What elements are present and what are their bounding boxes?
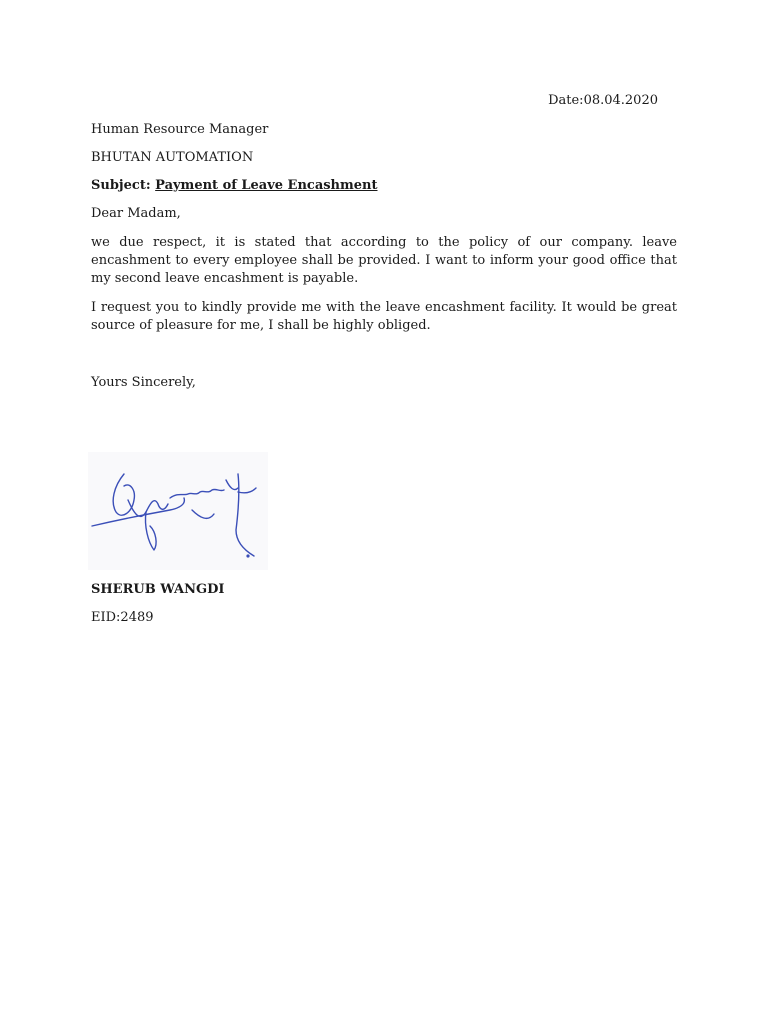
- subject-label: Subject:: [91, 178, 151, 193]
- subject-text: Payment of Leave Encashment: [155, 178, 378, 193]
- body-paragraph-2: I request you to kindly provide me with the leave encashment facility. It would be great source of pleasure for me, I shall be highly obliged.: [91, 300, 677, 333]
- signer-name: SHERUB WANGDI: [91, 582, 225, 597]
- subject-line: [91, 177, 677, 195]
- body-paragraph-1: we due respect, it is stated that according to the policy of our company. leave encashment to every employee shall be provided. I want to inform your good office that my second leave encashment is payable.: [91, 235, 677, 286]
- closing: Yours Sincerely,: [91, 375, 196, 390]
- employee-id: EID:2489: [91, 610, 154, 625]
- letter-date: Date:08.04.2020: [548, 93, 658, 108]
- salutation: Dear Madam,: [91, 206, 181, 221]
- recipient-title: Human Resource Manager: [91, 122, 269, 137]
- recipient-organization: BHUTAN AUTOMATION: [91, 150, 254, 165]
- signature-image: [88, 452, 268, 570]
